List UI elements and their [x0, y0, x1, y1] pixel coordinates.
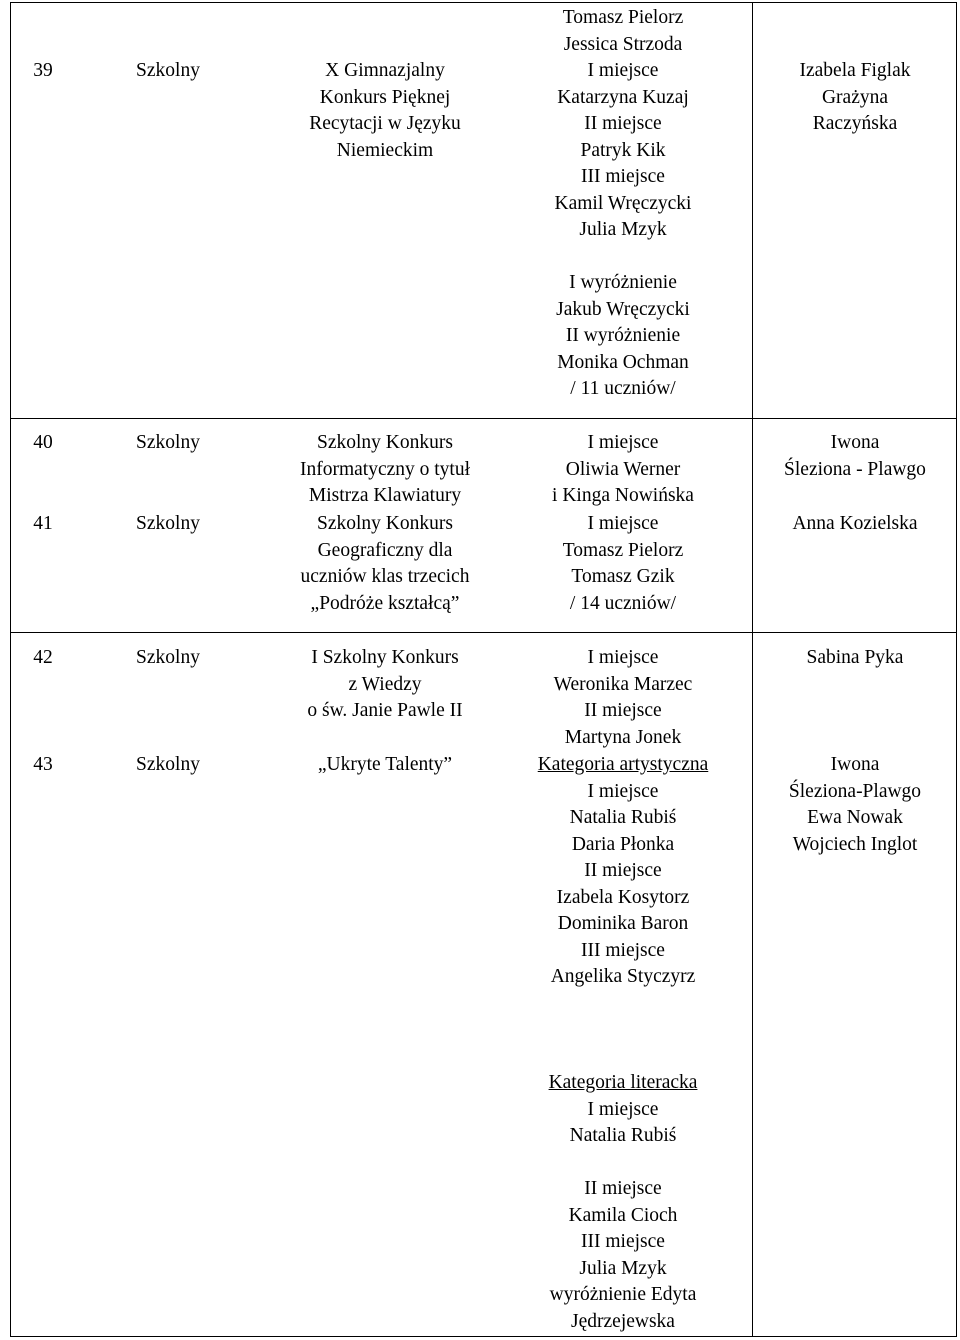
table-border-left [10, 2, 11, 1337]
row-divider [10, 418, 957, 419]
row-number: 42 [33, 647, 53, 668]
teachers: Sabina Pyka [806, 647, 904, 668]
competition-level: Szkolny [136, 754, 200, 775]
competition-results-artistic: Kategoria artystyczna I miejsce Natalia Rubiś Daria Płonka II miejsce Izabela Kosytorz Dominika Baron III miejsce Angelika Styczyrz [513, 752, 733, 991]
teachers: Izabela Figlak Grażyna Raczyńska [799, 60, 911, 134]
row-number: 43 [33, 754, 53, 775]
competition-name: Szkolny Konkurs Geograficzny dla uczniów klas trzecich „Podróże kształcą” [300, 513, 470, 614]
category-heading: Kategoria literacka [548, 1072, 698, 1093]
row-number: 40 [33, 432, 53, 453]
row-number: 39 [33, 60, 53, 81]
competition-results: I miejsce Oliwia Werner i Kinga Nowińska [552, 432, 694, 506]
teachers: Iwona Śleziona-Plawgo Ewa Nowak Wojciech Inglot [788, 754, 922, 855]
competition-level: Szkolny [136, 60, 200, 81]
competition-name: Szkolny Konkurs Informatyczny o tytuł Mistrza Klawiatury [299, 432, 471, 506]
competition-name: I Szkolny Konkurs z Wiedzy o św. Janie Pawle II [307, 647, 463, 721]
table-border-top [10, 2, 957, 3]
competition-name: X Gimnazjalny Konkurs Pięknej Recytacji w Języku Niemieckim [309, 60, 461, 161]
row-number: 41 [33, 513, 53, 534]
competition-results: Tomasz Pielorz Jessica Strzoda I miejsce Katarzyna Kuzaj II miejsce Patryk Kik III miejsce Kamil Wręczycki Julia Mzyk I wyróżnienie Jakub Wręczycki II wyróżnienie Monika Ochman / 11 uczniów/ [554, 7, 692, 399]
competition-name: „Ukryte Talenty” [317, 754, 453, 775]
competition-results: I miejsce Weronika Marzec II miejsce Martyna Jonek [553, 647, 693, 748]
competition-level: Szkolny [136, 513, 200, 534]
competition-results-literary: Kategoria literacka I miejsce Natalia Rubiś II miejsce Kamila Cioch III miejsce Julia Mzyk wyróżnienie Edyta Jędrzejewska [513, 1070, 733, 1335]
row-divider [10, 632, 957, 633]
table-column-divider [752, 2, 753, 1337]
competition-level: Szkolny [136, 647, 200, 668]
teachers: Anna Kozielska [792, 513, 918, 534]
table-border-bottom [10, 1336, 957, 1337]
competition-results: I miejsce Tomasz Pielorz Tomasz Gzik / 14 uczniów/ [562, 513, 684, 614]
table-border-right [956, 2, 957, 1337]
category-heading: Kategoria artystyczna [537, 754, 709, 775]
teachers: Iwona Śleziona - Plawgo [784, 432, 926, 480]
competition-level: Szkolny [136, 432, 200, 453]
